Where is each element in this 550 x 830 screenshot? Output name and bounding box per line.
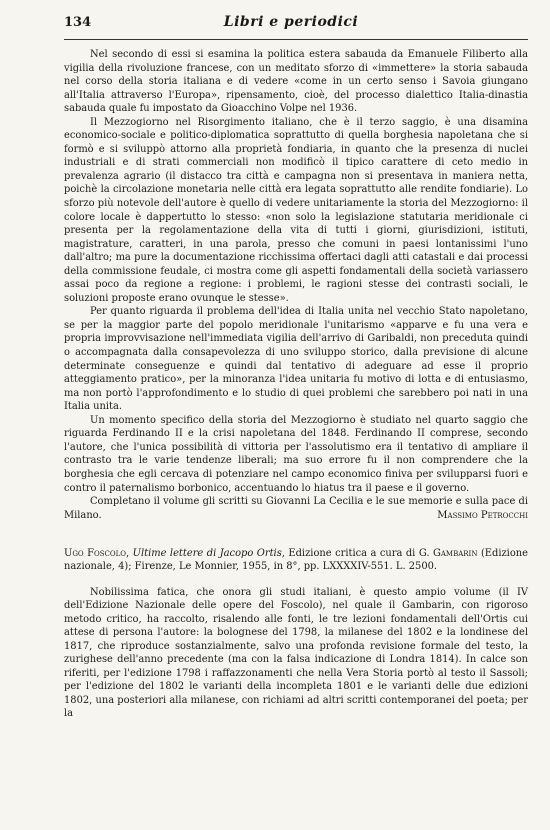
review-body-1 [64, 48, 528, 523]
book-author: Ugo Foscolo, [64, 547, 130, 559]
paragraph: Per quanto riguarda il problema dell'idea di Italia unita nel vecchio Stato napoletano, se per la maggior parte del popolo meridionale l'unitarismo «apparve e fu una vera e propria improvvisazione nell'immediata vigilia dell'arrivo di Garibaldi, non preceduta quindi o accompagnata dalla consapevolezza di uno sviluppo storico, dalla previsione di alcune determinate conseguenze e quindi dal tentativo di adeguare ad esse il proprio atteggiamento pratico», per la minoranza l'idea unitaria fu motivo di lotta e di entusiasmo, ma non portò l'approfondimento e lo studio di quei problemi che sarebbero poi nati in una Italia unita. [64, 306, 528, 413]
page-number: 134 [64, 15, 92, 30]
book-editor: G. Gambarin [418, 547, 478, 559]
paragraph: Completano il volume gli scritti su Giovanni La Cecilia e le sue memorie e sulla pace di Milano. [64, 496, 528, 521]
paragraph: Un momento specifico della storia del Mezzogiorno è studiato nel quarto saggio che riguarda Ferdinando II e la crisi napoletana del 1848. Ferdinando II comprese, secondo l'autore, che l'unica possibilità di vittoria per l'assolutismo era il tentativo di ampliare il contrasto tra le varie tendenze liberali; ma suo errore fu il non comprendere che la borghesia che egli cercava di potenziare nel campo economico finiva per svilupparsi fuori e contro il paternalismo borbonico, accentuando lo hiatus tra il paese e il governo. [64, 414, 528, 494]
bibliography-post: (Edizione nazionale, 4); Firenze, Le Monnier, 1955, in 8°, pp. LXXXXIV-551. L. 2500. [64, 547, 528, 573]
review-heading [64, 547, 528, 574]
paragraph: Nel secondo di essi si esamina la politica estera sabauda da Emanuele Filiberto alla vigilia della rivoluzione francese, con un meditato sforzo di «immettere» la storia sabauda nel corso della storia italiana e di vedere «come in un certo senso i Savoia giungano all'Italia attraverso l'Europa», ripensamento, cioè, del processo dialettico Italia-dinastia sabauda quale fu impostato da Gioacchino Volpe nel 1936. [64, 49, 528, 115]
review-body-2 [64, 586, 528, 721]
running-head [64, 14, 528, 36]
paragraph: Nobilissima fatica, che onora gli studi italiani, è questo ampio volume (il IV dell'Edizione Nazionale delle opere del Foscolo), nel quale il Gambarin, con rigoroso metodo critico, ha raccolto, risalendo alle fonti, le tre lezioni fondamentali dell'Ortis cui attese di persona l'autore: la bolognese del 1798, la milanese del 1802 e la londinese del 1817, che riproduce sostanzialmente, salvo una profonda revisione formale del testo, la zurighese dell'anno precedente (ma con la falsa indicazione di Londra 1814). In calce son riferiti, per l'edizione 1798 i raffazzonamenti che nella Vera Storia portò al testo il Sassoli; per l'edizione del 1802 le varianti della incompleta 1801 e le varianti delle due edizioni 1802, una posteriori alla milanese, con richiami ad altri scritti contemporanei del poeta; per la [64, 586, 528, 720]
bibliography-pre: Edizione critica a cura di [288, 547, 416, 559]
running-title: Libri e periodici [223, 14, 359, 30]
header-rule [64, 39, 528, 40]
paragraph: Il Mezzogiorno nel Risorgimento italiano, che è il terzo saggio, è una disamina economico-sociale e politico-diplomatica soprattutto di quella borghesia napoletana che si formò e si sviluppò attorno alla proprietà fondiaria, in quanto che la presenza di nuclei industriali e di strati commerciali non modificò il tipico carattere di ceto medio in prevalenza agrario (il distacco tra città e campagna non si presentava in maniera netta, poichè la circolazione monetaria nelle città era legata soprattutto alle rendite fondiarie). Lo sforzo più notevole dell'autore è quello di vedere unitariamente la storia del Mezzogiorno: il colore locale è dappertutto lo stesso: «non solo la legislazione statutaria meridionale ci presenta per la regolamentazione della vita di tutti i giorni, giurisdizioni, istituti, magistrature, caratteri, in una parola, presso che comuni in paesi lontanissimi l'uno dall'altro; ma pure la documentazione ricchissima offertaci dagli atti catastali e dai processi della commissione feudale, ci mostra come gli aspetti fondamentali della società variassero assai poco da regione a regione: i problemi, le ragioni stesse dei contrasti sociali, le soluzioni proposte erano ovunque le stesse». [64, 116, 528, 304]
reviewer-signature: Massimo Petrocchi [437, 510, 528, 522]
book-title: Ultime lettere di Jacopo Ortis, [132, 547, 285, 559]
